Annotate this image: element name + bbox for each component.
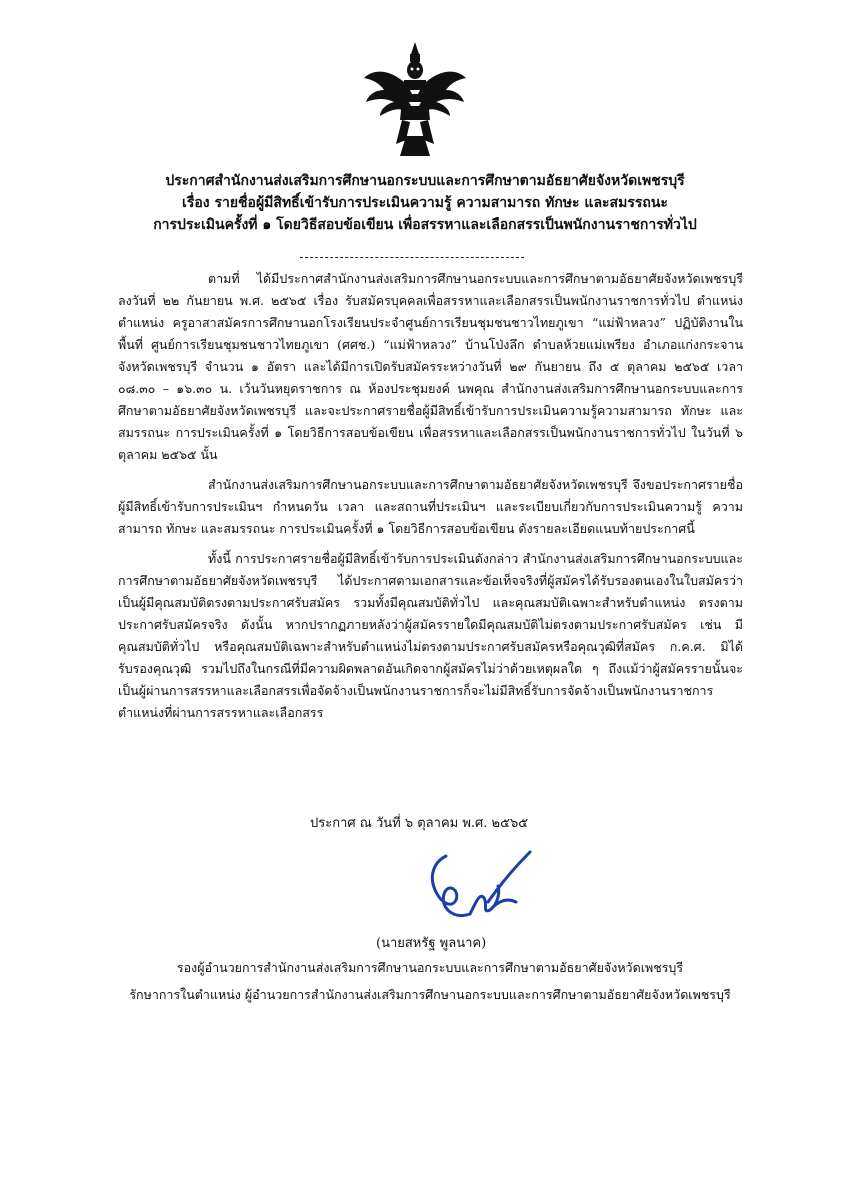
signer-position-1: รองผู้อำนวยการสำนักงานส่งเสริมการศึกษานอกระบบและการศึกษาตามอัธยาศัยจังหวัดเพชรบุรี <box>176 960 684 975</box>
paragraph-1: ตามที่ ได้มีประกาศสำนักงานส่งเสริมการศึกษานอกระบบและการศึกษาตามอัธยาศัยจังหวัดเพชรบุรี ลงวันที่ ๒๒ กันยายน พ.ศ. ๒๕๖๕ เรื่อง รับสมัครบุคคลเพื่อสรรหาและเลือกสรรเป็นพนักงานราชการทั่วไป ตำแหน่ง ตำแหน่ง ครูอาสาสมัครการศึกษานอกโรงเรียนประจำศูนย์การเรียนชุมชนชาวไทยภูเขา “แม่ฟ้าหลวง” ปฏิบัติงานในพื้นที่ ศูนย์การเรียนชุมชนชาวไทยภูเขา (ศศช.) “แม่ฟ้าหลวง” บ้านโป่งลึก ตำบลห้วยแม่เพรียง อำเภอแก่งกระจาน จังหวัดเพชรบุรี จำนวน ๑ อัตรา และได้มีการเปิดรับสมัครระหว่างวันที่ ๒๙ กันยายน ถึง ๕ ตุลาคม ๒๕๖๕ เวลา ๐๘.๓๐ – ๑๖.๓๐ น. เว้นวันหยุดราชการ ณ ห้องประชุมยงค์ นพคุณ สำนักงานส่งเสริมการศึกษานอกระบบและการศึกษาตามอัธยาศัยจังหวัดเพชรบุรี และจะประกาศรายชื่อผู้มีสิทธิ์เข้ารับการประเมินความรู้ความสามารถ ทักษะ และสมรรถนะ การประเมินครั้งที่ ๑ โดยวิธีการสอบข้อเขียน เพื่อสรรหาและเลือกสรรเป็นพนักงานราชการทั่วไป ในวันที่ ๖ ตุลาคม ๒๕๖๕ นั้น <box>118 271 743 462</box>
signer-position-2: รักษาการในตำแหน่ง ผู้อำนวยการสำนักงานส่งเสริมการศึกษานอกระบบและการศึกษาตามอัธยาศัยจังหวัดเพชรบุรี <box>129 987 731 1002</box>
announcement-date: ประกาศ ณ วันที่ ๖ ตุลาคม พ.ศ. ๒๕๖๕ <box>310 816 529 831</box>
paragraph-2: สำนักงานส่งเสริมการศึกษานอกระบบและการศึกษาตามอัธยาศัยจังหวัดเพชรบุรี จึงขอประกาศรายชื่อผู้มีสิทธิ์เข้ารับการประเมินฯ กำหนดวัน เวลา และสถานที่ประเมินฯ และระเบียบเกี่ยวกับการประเมินความรู้ ความสามารถ ทักษะ และสมรรถนะ การประเมินครั้งที่ ๑ โดยวิธีการสอบข้อเขียน ดังรายละเอียดแนบท้ายประกาศนี้ <box>118 477 743 536</box>
signer-name: (นายสหรัฐ พูลนาค) <box>376 936 487 951</box>
garuda-emblem-icon <box>360 40 470 160</box>
title-line-2: เรื่อง รายชื่อผู้มีสิทธิ์เข้ารับการประเมินความรู้ ความสามารถ ทักษะ และสมรรถนะ <box>182 195 668 211</box>
announcement-title <box>90 170 760 236</box>
handwritten-signature <box>418 842 538 932</box>
title-divider <box>300 257 524 258</box>
paragraph-3: ทั้งนี้ การประกาศรายชื่อผู้มีสิทธิ์เข้ารับการประเมินดังกล่าว สำนักงานส่งเสริมการศึกษานอกระบบและการศึกษาตามอัธยาศัยจังหวัดเพชรบุรี ได้ประกาศตามเอกสารและข้อเท็จจริงที่ผู้สมัครได้รับรองตนเองในใบสมัครว่าเป็นผู้มีคุณสมบัติตรงตามประกาศรับสมัคร รวมทั้งมีคุณสมบัติทั่วไป และคุณสมบัติเฉพาะสำหรับตำแหน่ง ตรงตามประกาศรับสมัครจริง ดังนั้น หากปรากฏภายหลังว่าผู้สมัครรายใดมีคุณสมบัติไม่ตรงตามประกาศรับสมัคร เช่น มีคุณสมบัติทั่วไป หรือคุณสมบัติเฉพาะสำหรับตำแหน่งไม่ตรงตามประกาศรับสมัครหรือคุณวุฒิที่สมัคร ก.ค.ศ. มิได้รับรองคุณวุฒิ รวมไปถึงในกรณีที่มีความผิดพลาดอันเกิดจากผู้สมัครไม่ว่าด้วยเหตุผลใด ๆ ถึงแม้ว่าผู้สมัครรายนั้นจะเป็นผู้ผ่านการสรรหาและเลือกสรรเพื่อจัดจ้างเป็นพนักงานราชการก็จะไม่มีสิทธิ์รับการจัดจ้างเป็นพนักงานราชการตำแหน่งที่ผ่านการสรรหาและเลือกสรร <box>118 551 743 720</box>
announcement-body <box>118 268 743 732</box>
title-line-3: การประเมินครั้งที่ ๑ โดยวิธีสอบข้อเขียน เพื่อสรรหาและเลือกสรรเป็นพนักงานราชการทั่วไป <box>153 217 697 233</box>
title-line-1: ประกาศสำนักงานส่งเสริมการศึกษานอกระบบและการศึกษาตามอัธยาศัยจังหวัดเพชรบุรี <box>165 173 685 189</box>
